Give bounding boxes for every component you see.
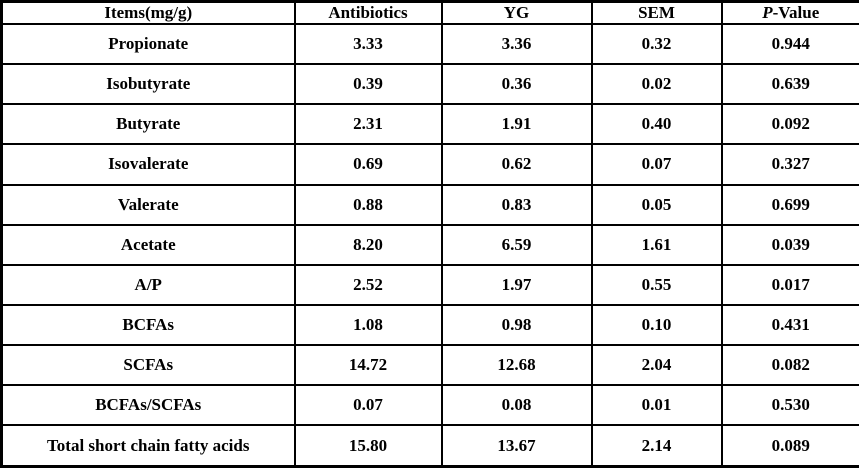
table-row-bcfas	[2, 305, 859, 345]
row-label: Acetate	[2, 225, 295, 265]
cell-antibiotics: 1.08	[295, 305, 442, 345]
cell-antibiotics: 8.20	[295, 225, 442, 265]
col-header-yg: YG	[442, 2, 592, 25]
cell-yg: 0.36	[442, 64, 592, 104]
pvalue-italic-p: P	[762, 3, 773, 22]
cell-pvalue: 0.017	[722, 265, 859, 305]
cell-antibiotics: 15.80	[295, 425, 442, 466]
cell-pvalue: 0.639	[722, 64, 859, 104]
cell-pvalue: 0.327	[722, 144, 859, 184]
cell-sem: 0.05	[592, 185, 722, 225]
row-label: Valerate	[2, 185, 295, 225]
cell-pvalue: 0.431	[722, 305, 859, 345]
cell-pvalue: 0.089	[722, 425, 859, 466]
cell-pvalue: 0.039	[722, 225, 859, 265]
cell-yg: 12.68	[442, 345, 592, 385]
cell-antibiotics: 3.33	[295, 24, 442, 64]
cell-sem: 2.04	[592, 345, 722, 385]
cell-pvalue: 0.092	[722, 104, 859, 144]
row-label: Isobutyrate	[2, 64, 295, 104]
table-row-butyrate	[2, 104, 859, 144]
cell-antibiotics: 14.72	[295, 345, 442, 385]
row-label: BCFAs	[2, 305, 295, 345]
col-header-antibiotics: Antibiotics	[295, 2, 442, 25]
cell-pvalue: 0.530	[722, 385, 859, 425]
cell-antibiotics: 0.39	[295, 64, 442, 104]
col-header-sem: SEM	[592, 2, 722, 25]
cell-sem: 0.40	[592, 104, 722, 144]
cell-yg: 0.83	[442, 185, 592, 225]
cell-sem: 0.01	[592, 385, 722, 425]
col-header-items: Items(mg/g)	[2, 2, 295, 25]
table-row-valerate	[2, 185, 859, 225]
cell-yg: 6.59	[442, 225, 592, 265]
cell-pvalue: 0.699	[722, 185, 859, 225]
cell-yg: 0.08	[442, 385, 592, 425]
cell-antibiotics: 0.07	[295, 385, 442, 425]
cell-yg: 0.62	[442, 144, 592, 184]
table-row-propionate	[2, 24, 859, 64]
table-row-ap	[2, 265, 859, 305]
cell-pvalue: 0.944	[722, 24, 859, 64]
cell-pvalue: 0.082	[722, 345, 859, 385]
cell-yg: 13.67	[442, 425, 592, 466]
cell-sem: 0.55	[592, 265, 722, 305]
cell-sem: 0.10	[592, 305, 722, 345]
row-label: A/P	[2, 265, 295, 305]
row-label: Isovalerate	[2, 144, 295, 184]
cell-yg: 1.97	[442, 265, 592, 305]
cell-antibiotics: 0.69	[295, 144, 442, 184]
cell-antibiotics: 0.88	[295, 185, 442, 225]
table-row-bcfas-scfas-ratio	[2, 385, 859, 425]
cell-yg: 1.91	[442, 104, 592, 144]
cell-antibiotics: 2.52	[295, 265, 442, 305]
cell-yg: 3.36	[442, 24, 592, 64]
table-row-scfas	[2, 345, 859, 385]
row-label: Propionate	[2, 24, 295, 64]
cell-sem: 2.14	[592, 425, 722, 466]
row-label: Total short chain fatty acids	[2, 425, 295, 466]
cell-antibiotics: 2.31	[295, 104, 442, 144]
table-row-total-scfa	[2, 425, 859, 466]
pvalue-suffix: -Value	[772, 3, 820, 22]
row-label: BCFAs/SCFAs	[2, 385, 295, 425]
row-label: SCFAs	[2, 345, 295, 385]
table-row-isobutyrate	[2, 64, 859, 104]
cell-sem: 0.32	[592, 24, 722, 64]
table-row-acetate	[2, 225, 859, 265]
cell-yg: 0.98	[442, 305, 592, 345]
cell-sem: 1.61	[592, 225, 722, 265]
col-header-pvalue	[722, 2, 859, 25]
cell-sem: 0.07	[592, 144, 722, 184]
cell-sem: 0.02	[592, 64, 722, 104]
header-row	[2, 2, 859, 25]
row-label: Butyrate	[2, 104, 295, 144]
table-row-isovalerate	[2, 144, 859, 184]
